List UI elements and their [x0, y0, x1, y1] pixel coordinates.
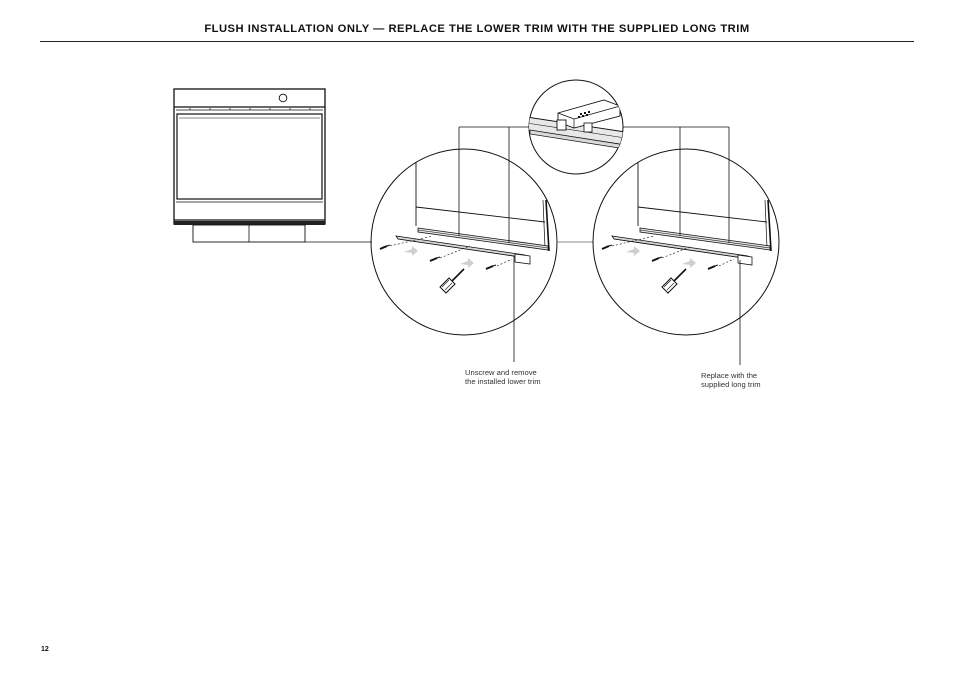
page-number: 12 [41, 646, 49, 653]
replace-trim-caption: Replace with the supplied long trim [701, 371, 761, 389]
remove-trim-detail [371, 127, 557, 362]
oven-front-view [174, 89, 372, 242]
bracket-zoom-detail [520, 80, 632, 174]
page-title: FLUSH INSTALLATION ONLY — REPLACE THE LOWER TRIM WITH THE SUPPLIED LONG TRIM [204, 23, 750, 35]
remove-trim-caption: Unscrew and remove the installed lower trim [465, 368, 541, 386]
replace-trim-detail [593, 127, 779, 365]
